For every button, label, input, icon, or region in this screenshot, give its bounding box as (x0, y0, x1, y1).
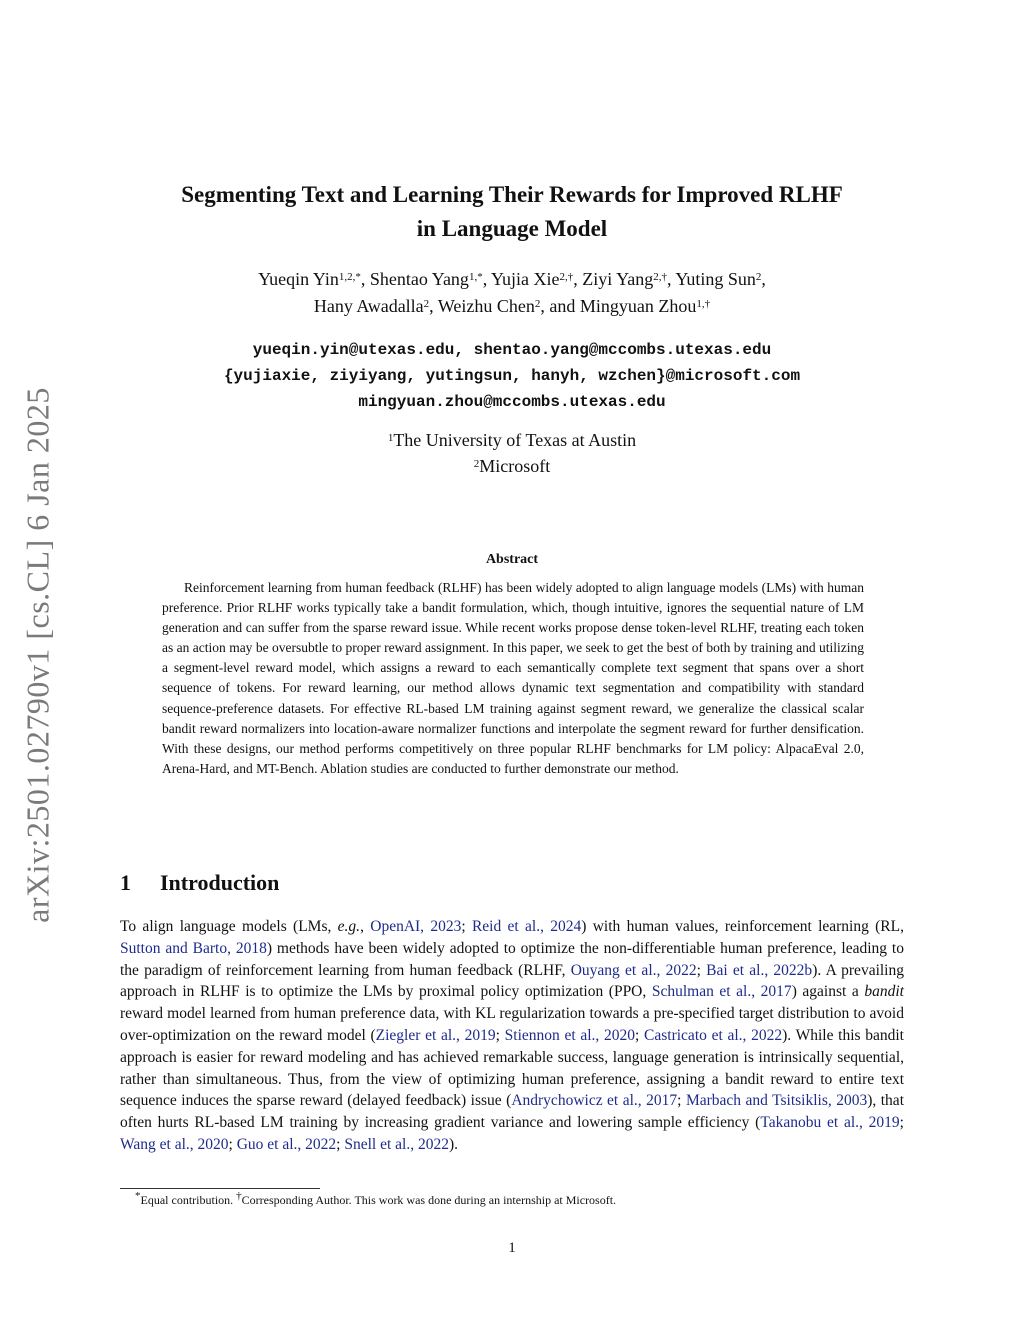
author-emails (120, 337, 904, 415)
footnote-sup: † (236, 1190, 242, 1203)
citation-link[interactable]: Sutton and Barto, 2018 (120, 939, 267, 957)
intro-text: ; (635, 1026, 645, 1044)
citation-link[interactable]: Guo et al., 2022 (236, 1135, 337, 1153)
author-affil-sup: 1,* (468, 271, 483, 284)
citation-link[interactable]: Reid et al., 2024 (471, 918, 582, 935)
intro-text: ) with human values, reinforcement learning (RL, (581, 918, 904, 935)
citation-link[interactable]: OpenAI, 2023 (370, 918, 462, 935)
intro-text: To align language models (LMs, (120, 918, 338, 935)
intro-text: , (360, 918, 371, 935)
citation-link[interactable]: Marbach and Tsitsiklis, 2003 (685, 1092, 868, 1110)
arxiv-sidebar-stamp (8, 370, 68, 940)
intro-text: ; (696, 961, 707, 979)
author-affil-sup: 2,† (559, 271, 574, 284)
author-affil-sup: 1,† (696, 298, 711, 311)
intro-text: ; (495, 1026, 505, 1044)
citation-link[interactable]: Wang et al., 2020 (120, 1135, 229, 1153)
author-affil-sup: 1,2,* (338, 271, 361, 284)
citation-link[interactable]: Snell et al., 2022 (344, 1135, 449, 1153)
author-line-1: Yueqin Yin$^{1,2,*}$, Shentao Yang$^{1,*}$, Yujia Xie$^{2,\dagger}$, Ziyi Yang$^{2,\dagger}$, Yuting Sun$^2$, (258, 269, 766, 289)
author-name: Weizhu Chen (437, 296, 535, 316)
intro-emphasis: bandit (864, 983, 904, 1001)
section-title: Introduction (160, 870, 280, 895)
author-affil-sup: 2 (755, 271, 762, 284)
affiliation-sup: 1 (387, 432, 394, 445)
author-name: Mingyuan Zhou (579, 296, 697, 316)
title-line-2: in Language Model (416, 216, 608, 241)
arxiv-id: arXiv:2501.02790v1 [cs.CL] 6 Jan 2025 (19, 387, 56, 923)
citation-link[interactable]: Takanobu et al., 2019 (760, 1114, 900, 1132)
paper-title (100, 178, 924, 246)
page-number: 1 (508, 1240, 516, 1256)
affiliation-1 (120, 427, 904, 453)
citation-link[interactable]: Schulman et al., 2017 (651, 983, 792, 1001)
intro-emphasis: e.g. (337, 918, 361, 935)
footnote-text: Corresponding Author. This work was done during an internship at Microsoft. (241, 1193, 617, 1207)
intro-text: ). A prevailing approach in RLHF is to optimize the LMs by proximal policy optimization (PPO, (120, 961, 904, 1001)
citation-link[interactable]: Castricato et al., 2022 (644, 1026, 783, 1044)
author-name: Shentao Yang (369, 269, 469, 289)
author-list (120, 266, 904, 320)
author-name: Yujia Xie (491, 269, 560, 289)
intro-text: ) methods have been widely adopted to optimize the non-differentiable human preference, leading to the paradigm of reinforcement learning from human feedback (RLHF, (120, 939, 904, 979)
affiliation-name: Microsoft (479, 456, 551, 476)
author-name: Yueqin Yin (258, 269, 339, 289)
footnote (135, 1190, 617, 1208)
intro-text: reward model learned from human preference data, with KL regularization towards a pre-specified target distribution to avoid over-optimization on the reward model ( (120, 1005, 904, 1044)
intro-text: ; (677, 1092, 686, 1110)
citation-link[interactable]: Andrychowicz et al., 2017 (511, 1092, 678, 1110)
email-line-3: mingyuan.zhou@mccombs.utexas.edu (358, 393, 666, 411)
affiliation-sup: 2 (473, 458, 480, 471)
section-number: 1 (120, 870, 131, 895)
intro-text: ; (228, 1135, 237, 1153)
footnote-rule (120, 1188, 320, 1189)
author-line-2: Hany Awadalla$^2$, Weizhu Chen$^2$, and Mingyuan Zhou$^{1,\dagger}$ (313, 296, 711, 316)
intro-text: ), that often hurts RL-based LM training by increasing gradient variance and lowering sample efficiency ( (120, 1092, 904, 1132)
affiliation-2 (120, 453, 904, 479)
section-heading-introduction (120, 870, 279, 896)
intro-text: ; (899, 1114, 904, 1132)
author-name: Ziyi Yang (582, 269, 654, 289)
abstract-heading: Abstract (485, 552, 539, 567)
abstract-text: Reinforcement learning from human feedback (RLHF) has been widely adopted to align language models (LMs) with human preference. Prior RLHF works typically take a bandit formulation, which, though intuitive, ignores the sequential nature of LM generation and can suffer from the sparse reward issue. While recent works propose dense token-level RLHF, treating each token as an action may be oversubtle to proper reward assignment. In this paper, we seek to get the best of both by training and utilizing a segment-level reward model, which assigns a reward to each semantically complete text segment that spans over a short sequence of tokens. For reward learning, our method allows dynamic text segmentation and compatibility with standard sequence-preference datasets. For effective RL-based LM training against segment reward, we generalize the classical scalar bandit reward normalizers into location-aware normalizer functions and interpolate the segment reward for further densification. With these designs, our method performs competitively on three popular RLHF benchmarks for LM policy: AlpacaEval 2.0, Arena-Hard, and MT-Bench. Ablation studies are conducted to further demonstrate our method. (162, 580, 864, 776)
title-line-1: Segmenting Text and Learning Their Rewards for Improved RLHF (181, 182, 843, 207)
email-line-2: {yujiaxie, ziyiyang, yutingsun, hanyh, wzchen}@microsoft.com (223, 367, 801, 385)
author-name: Yuting Sun (675, 269, 756, 289)
affiliations (120, 427, 904, 479)
citation-link[interactable]: Stiennon et al., 2020 (504, 1026, 636, 1044)
intro-text: ) against a (791, 983, 865, 1001)
intro-text: ; (461, 918, 472, 935)
intro-text: ; (336, 1135, 345, 1153)
affiliation-name: The University of Texas at Austin (393, 430, 637, 450)
citation-link[interactable]: Bai et al., 2022b (706, 961, 813, 979)
author-name: Hany Awadalla (313, 296, 424, 316)
footnote-sup: * (135, 1190, 141, 1203)
email-line-1: yueqin.yin@utexas.edu, shentao.yang@mccombs.utexas.edu (252, 341, 772, 359)
citation-link[interactable]: Ouyang et al., 2022 (570, 961, 697, 979)
author-affil-sup: 2 (534, 298, 541, 311)
intro-text: ). (448, 1135, 459, 1153)
author-affil-sup: 2 (423, 298, 430, 311)
intro-paragraph (120, 916, 904, 1156)
footnote-text: Equal contribution. (140, 1193, 237, 1207)
intro-text: ). While this bandit approach is easier for reward modeling and has achieved remarkable success, language generation is intrinsically sequential, rather than simultaneous. Thus, from the view of optimizing human preference, assigning a bandit reward to entire text sequence induces the sparse reward (delayed feedback) issue ( (120, 1026, 904, 1110)
citation-link[interactable]: Ziegler et al., 2019 (375, 1026, 496, 1044)
author-affil-sup: 2,† (653, 271, 668, 284)
